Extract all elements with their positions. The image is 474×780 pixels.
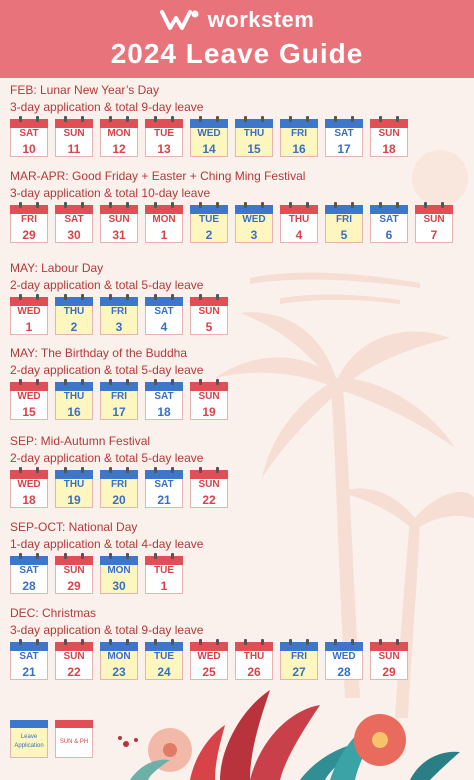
weekday-label: SUN — [198, 479, 220, 490]
day-card — [10, 556, 48, 594]
section-title: MAR-APR: Good Friday + Easter + Ching Ming Festival — [10, 169, 306, 183]
calendar-binding-icon — [10, 205, 48, 214]
calendar-binding-icon — [190, 297, 228, 306]
weekday-label: MON — [107, 651, 131, 662]
calendar-binding-icon — [190, 205, 228, 214]
holiday-section — [10, 168, 453, 243]
day-card — [55, 382, 93, 420]
weekday-label: TUE — [154, 565, 174, 576]
day-card-row — [10, 205, 453, 243]
section-title: SEP-OCT: National Day — [10, 520, 138, 534]
day-card — [100, 119, 138, 157]
holiday-section — [10, 605, 408, 680]
weekday-label: SAT — [154, 479, 174, 490]
date-number: 6 — [385, 228, 393, 242]
tropical-flowers-decoration — [100, 680, 474, 780]
day-card — [55, 642, 93, 680]
date-number: 20 — [112, 493, 126, 507]
day-card — [55, 205, 93, 243]
weekday-label: SUN — [423, 214, 445, 225]
weekday-label: SUN — [63, 651, 85, 662]
holiday-section — [10, 345, 228, 420]
date-number: 10 — [22, 142, 36, 156]
date-number: 15 — [247, 142, 261, 156]
weekday-label: FRI — [290, 128, 308, 139]
calendar-binding-icon — [145, 556, 183, 565]
calendar-binding-icon — [100, 382, 138, 391]
day-card — [10, 205, 48, 243]
calendar-binding-icon — [280, 119, 318, 128]
day-card — [280, 642, 318, 680]
holiday-section — [10, 82, 408, 157]
weekday-label: SAT — [334, 128, 354, 139]
day-card — [100, 470, 138, 508]
date-number: 16 — [292, 142, 306, 156]
weekday-label: SUN — [378, 651, 400, 662]
holiday-section — [10, 519, 203, 594]
day-card — [145, 470, 183, 508]
day-card — [100, 205, 138, 243]
day-card — [325, 642, 363, 680]
weekday-label: THU — [243, 651, 265, 662]
header-banner — [0, 0, 474, 78]
date-number: 5 — [205, 320, 213, 334]
workstem-logo-icon — [160, 8, 200, 32]
weekday-label: MON — [107, 128, 131, 139]
day-card — [145, 382, 183, 420]
calendar-binding-icon — [55, 556, 93, 565]
calendar-binding-icon — [100, 205, 138, 214]
day-card — [190, 205, 228, 243]
day-card-row — [10, 470, 228, 508]
day-card — [190, 297, 228, 335]
weekday-label: FRI — [110, 479, 128, 490]
calendar-binding-icon — [190, 470, 228, 479]
weekday-label: FRI — [110, 306, 128, 317]
date-number: 19 — [67, 493, 81, 507]
date-number: 17 — [337, 142, 351, 156]
date-number: 23 — [112, 665, 126, 679]
section-title: DEC: Christmas — [10, 606, 97, 620]
calendar-binding-icon — [325, 642, 363, 651]
date-number: 1 — [160, 579, 168, 593]
weekday-label: SAT — [19, 651, 39, 662]
section-title: FEB: Lunar New Year’s Day — [10, 83, 159, 97]
weekday-label: SAT — [64, 214, 84, 225]
date-number: 17 — [112, 405, 126, 419]
calendar-binding-icon — [55, 119, 93, 128]
day-card — [100, 297, 138, 335]
calendar-binding-icon — [100, 642, 138, 651]
calendar-binding-icon — [145, 642, 183, 651]
weekday-label: SUN — [198, 391, 220, 402]
weekday-label: WED — [17, 479, 41, 490]
section-subtitle: 2-day application & total 5-day leave — [10, 278, 204, 292]
calendar-binding-icon — [235, 119, 273, 128]
day-card — [235, 119, 273, 157]
section-subtitle: 3-day application & total 9-day leave — [10, 100, 204, 114]
date-number: 24 — [157, 665, 171, 679]
weekday-label: WED — [197, 128, 221, 139]
calendar-binding-icon — [325, 205, 363, 214]
calendar-binding-icon — [235, 642, 273, 651]
weekday-label: FRI — [335, 214, 353, 225]
day-card — [190, 382, 228, 420]
day-card — [145, 119, 183, 157]
date-number: 3 — [250, 228, 258, 242]
calendar-binding-icon — [10, 556, 48, 565]
date-number: 19 — [202, 405, 216, 419]
calendar-binding-icon — [190, 119, 228, 128]
day-card — [10, 119, 48, 157]
weekday-label: THU — [243, 128, 265, 139]
weekday-label: MON — [107, 565, 131, 576]
date-number: 2 — [70, 320, 78, 334]
calendar-binding-icon — [55, 382, 93, 391]
weekday-label: TUE — [199, 214, 219, 225]
section-subtitle: 3-day application & total 10-day leave — [10, 186, 211, 200]
calendar-binding-icon — [55, 297, 93, 306]
day-card — [415, 205, 453, 243]
date-number: 3 — [115, 320, 123, 334]
calendar-binding-icon — [55, 205, 93, 214]
calendar-binding-icon — [55, 642, 93, 651]
day-card — [100, 642, 138, 680]
date-number: 30 — [67, 228, 81, 242]
date-number: 16 — [67, 405, 81, 419]
calendar-binding-icon — [370, 119, 408, 128]
legend-ph-bar — [55, 720, 93, 728]
calendar-binding-icon — [325, 119, 363, 128]
weekday-label: SAT — [154, 391, 174, 402]
date-number: 18 — [382, 142, 396, 156]
calendar-binding-icon — [145, 470, 183, 479]
calendar-binding-icon — [10, 470, 48, 479]
date-number: 29 — [382, 665, 396, 679]
day-card — [10, 382, 48, 420]
day-card — [55, 297, 93, 335]
day-card — [55, 119, 93, 157]
calendar-binding-icon — [145, 119, 183, 128]
date-number: 2 — [205, 228, 213, 242]
legend-sun-ph — [55, 720, 93, 758]
weekday-label: WED — [17, 306, 41, 317]
day-card — [190, 642, 228, 680]
weekday-label: FRI — [110, 391, 128, 402]
brand-row — [0, 6, 474, 34]
day-card-row — [10, 297, 228, 335]
weekday-label: SUN — [378, 128, 400, 139]
day-card-row — [10, 556, 203, 594]
calendar-binding-icon — [190, 642, 228, 651]
date-number: 30 — [112, 579, 126, 593]
weekday-label: SAT — [379, 214, 399, 225]
weekday-label: FRI — [290, 651, 308, 662]
weekday-label: TUE — [154, 651, 174, 662]
holiday-section — [10, 260, 228, 335]
weekday-label: SUN — [198, 306, 220, 317]
legend — [10, 720, 93, 758]
section-subtitle: 2-day application & total 5-day leave — [10, 363, 204, 377]
day-card — [145, 556, 183, 594]
calendar-binding-icon — [370, 205, 408, 214]
date-number: 28 — [22, 579, 36, 593]
day-card — [10, 470, 48, 508]
weekday-label: SUN — [63, 128, 85, 139]
calendar-binding-icon — [190, 382, 228, 391]
legend-leave-application — [10, 720, 48, 758]
day-card-row — [10, 382, 228, 420]
calendar-binding-icon — [10, 297, 48, 306]
day-card — [10, 642, 48, 680]
date-number: 28 — [337, 665, 351, 679]
calendar-binding-icon — [100, 119, 138, 128]
holiday-section — [10, 433, 228, 508]
day-card — [325, 205, 363, 243]
weekday-label: WED — [332, 651, 356, 662]
calendar-binding-icon — [100, 556, 138, 565]
day-card — [190, 119, 228, 157]
weekday-label: MON — [152, 214, 176, 225]
calendar-binding-icon — [235, 205, 273, 214]
calendar-binding-icon — [10, 642, 48, 651]
date-number: 22 — [202, 493, 216, 507]
day-card — [190, 470, 228, 508]
legend-leave-bar — [10, 720, 48, 728]
date-number: 5 — [340, 228, 348, 242]
calendar-binding-icon — [100, 297, 138, 306]
date-number: 25 — [202, 665, 216, 679]
date-number: 13 — [157, 142, 171, 156]
day-card — [100, 382, 138, 420]
date-number: 29 — [22, 228, 36, 242]
weekday-label: TUE — [154, 128, 174, 139]
date-number: 7 — [430, 228, 438, 242]
section-title: MAY: The Birthday of the Buddha — [10, 346, 187, 360]
calendar-binding-icon — [55, 470, 93, 479]
section-title: SEP: Mid-Autumn Festival — [10, 434, 151, 448]
date-number: 15 — [22, 405, 36, 419]
day-card — [55, 556, 93, 594]
brand-name: workstem — [207, 7, 315, 32]
date-number: 18 — [22, 493, 36, 507]
date-number: 18 — [157, 405, 171, 419]
day-card — [370, 642, 408, 680]
day-card — [235, 205, 273, 243]
weekday-label: WED — [242, 214, 266, 225]
day-card — [325, 119, 363, 157]
day-card-row — [10, 119, 408, 157]
weekday-label: SAT — [154, 306, 174, 317]
date-number: 12 — [112, 142, 126, 156]
date-number: 11 — [67, 142, 81, 156]
weekday-label: THU — [63, 479, 85, 490]
weekday-label: WED — [197, 651, 221, 662]
date-number: 4 — [160, 320, 168, 334]
day-card — [145, 642, 183, 680]
day-card — [370, 119, 408, 157]
weekday-label: SAT — [19, 565, 39, 576]
calendar-binding-icon — [145, 205, 183, 214]
calendar-binding-icon — [280, 205, 318, 214]
date-number: 14 — [202, 142, 216, 156]
date-number: 29 — [67, 579, 81, 593]
calendar-binding-icon — [100, 470, 138, 479]
day-card — [280, 205, 318, 243]
day-card — [55, 470, 93, 508]
legend-leave-label: Leave Application — [14, 734, 44, 749]
day-card — [100, 556, 138, 594]
weekday-label: WED — [17, 391, 41, 402]
date-number: 21 — [157, 493, 171, 507]
weekday-label: SAT — [19, 128, 39, 139]
day-card — [145, 205, 183, 243]
page-title: 2024 Leave Guide — [110, 38, 364, 69]
weekday-label: THU — [63, 391, 85, 402]
weekday-label: SUN — [108, 214, 130, 225]
date-number: 31 — [112, 228, 126, 242]
day-card — [145, 297, 183, 335]
date-number: 1 — [160, 228, 168, 242]
day-card — [235, 642, 273, 680]
date-number: 1 — [25, 320, 33, 334]
calendar-binding-icon — [10, 119, 48, 128]
legend-ph-label: SUN & PH — [59, 739, 89, 745]
calendar-binding-icon — [145, 297, 183, 306]
calendar-binding-icon — [370, 642, 408, 651]
calendar-binding-icon — [280, 642, 318, 651]
day-card — [370, 205, 408, 243]
date-number: 27 — [292, 665, 306, 679]
weekday-label: FRI — [20, 214, 38, 225]
calendar-binding-icon — [415, 205, 453, 214]
section-subtitle: 2-day application & total 5-day leave — [10, 451, 204, 465]
day-card — [280, 119, 318, 157]
section-title: MAY: Labour Day — [10, 261, 104, 275]
day-card-row — [10, 642, 408, 680]
weekday-label: THU — [288, 214, 310, 225]
date-number: 26 — [247, 665, 261, 679]
date-number: 22 — [67, 665, 81, 679]
section-subtitle: 1-day application & total 4-day leave — [10, 537, 204, 551]
weekday-label: THU — [63, 306, 85, 317]
date-number: 4 — [295, 228, 303, 242]
date-number: 21 — [22, 665, 36, 679]
weekday-label: SUN — [63, 565, 85, 576]
calendar-binding-icon — [145, 382, 183, 391]
day-card — [10, 297, 48, 335]
calendar-binding-icon — [10, 382, 48, 391]
section-subtitle: 3-day application & total 9-day leave — [10, 623, 204, 637]
